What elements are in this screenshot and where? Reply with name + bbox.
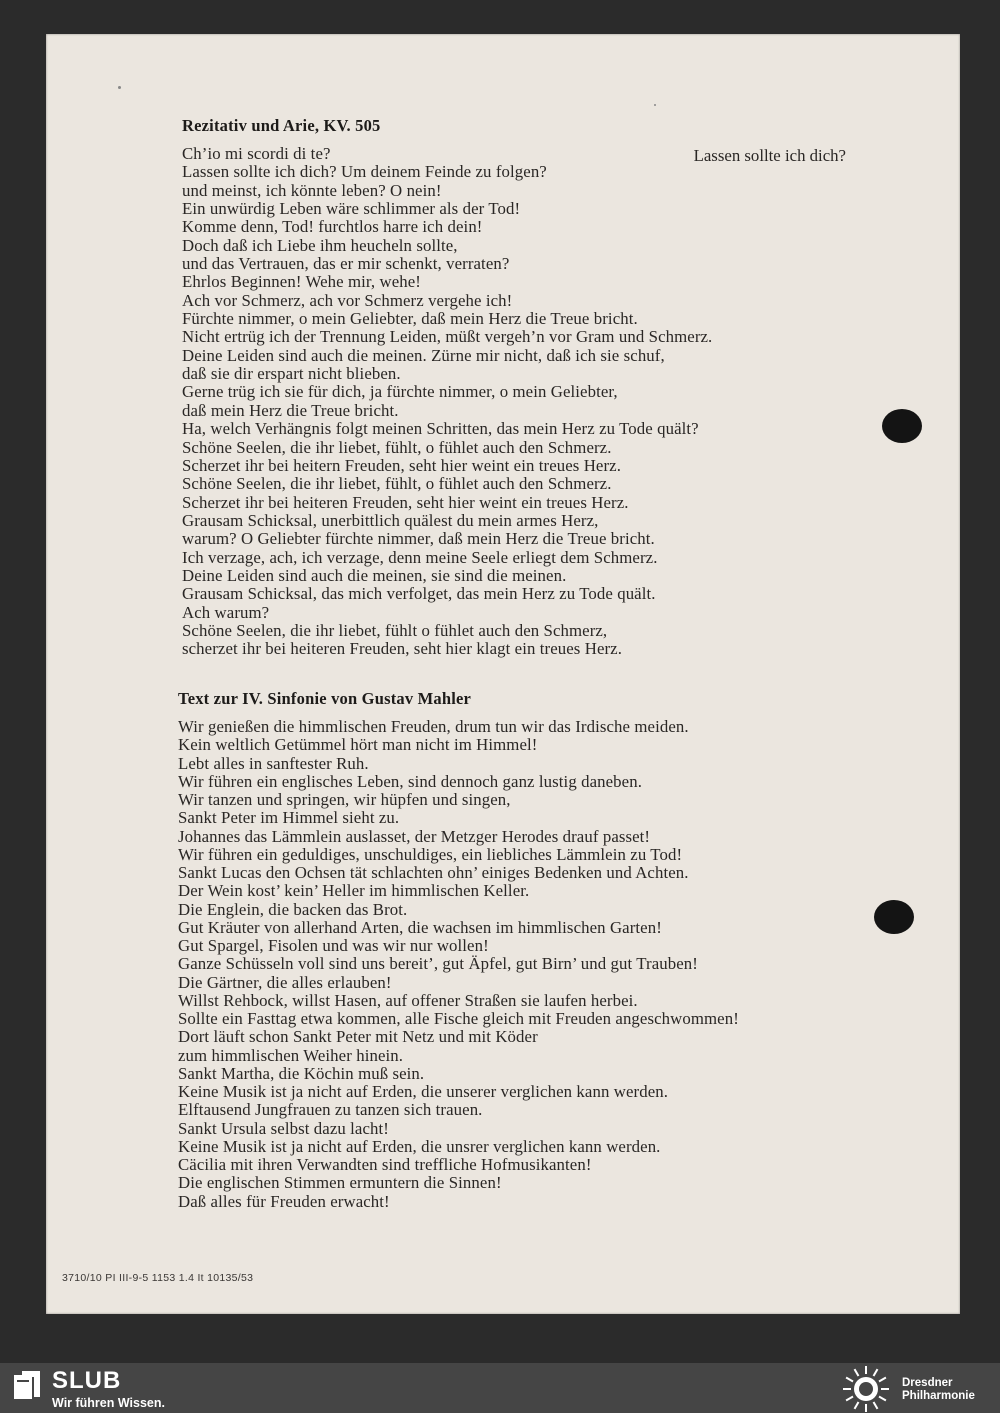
text-line: Wir genießen die himmlischen Freuden, drum tun wir das Irdische meiden. <box>178 717 689 736</box>
text-line: Gerne trüg ich sie für dich, ja fürchte nimmer, o mein Geliebter, <box>182 382 618 402</box>
text-line: Scherzet ihr bei heitern Freuden, seht hier weint ein treues Herz. <box>182 455 622 475</box>
mahler-heading: Text zur IV. Sinfonie von Gustav Mahler <box>178 689 472 708</box>
text-line: Gut Kräuter von allerhand Arten, die wachsen im himmlischen Garten! <box>178 917 662 937</box>
text-line: Elftausend Jungfrauen zu tanzen sich trauen. <box>178 1100 483 1120</box>
paper-speck <box>118 86 121 89</box>
text-line: Lebt alles in sanftester Ruh. <box>178 753 369 773</box>
philharmonie-name-line2: Philharmonie <box>902 1390 975 1402</box>
text-line: scherzet ihr bei heiteren Freuden, seht hier klagt ein treues Herz. <box>182 639 623 659</box>
text-line: Der Wein kost’ kein’ Heller im himmlischen Keller. <box>178 881 530 901</box>
punch-hole <box>874 900 914 934</box>
recitative-section <box>182 116 882 659</box>
philharmonie-name-line1: Dresdner <box>902 1377 953 1389</box>
punch-hole <box>882 409 922 443</box>
text-line: Komme denn, Tod! furchtlos harre ich dein! <box>182 217 483 237</box>
text-line: Sankt Ursula selbst dazu lacht! <box>178 1118 389 1138</box>
text-line: Lassen sollte ich dich? Um deinem Feinde zu folgen? <box>182 162 547 182</box>
recitative-aside-line: Lassen sollte ich dich? <box>693 146 846 165</box>
text-line: Fürchte nimmer, o mein Geliebter, daß mein Herz die Treue bricht. <box>182 309 638 329</box>
text-line: Ich verzage, ach, ich verzage, denn meine Seele erliegt dem Schmerz. <box>182 547 658 567</box>
philharmonie-name[interactable] <box>902 1377 975 1403</box>
text-line: Deine Leiden sind auch die meinen, sie sind die meinen. <box>182 565 567 585</box>
text-line: zum himmlischen Weiher hinein. <box>178 1045 404 1065</box>
text-line: Ha, welch Verhängnis folgt meinen Schritten, das mein Herz zu Tode quält? <box>182 419 699 439</box>
text-line: Deine Leiden sind auch die meinen. Zürne mir nicht, daß ich sie schuf, <box>182 345 665 365</box>
paper-speck <box>654 104 656 106</box>
text-line: daß mein Herz die Treue bricht. <box>182 400 399 420</box>
slub-logo-icon[interactable] <box>14 1371 40 1401</box>
slub-name[interactable]: SLUB <box>52 1367 122 1394</box>
text-line: Sankt Peter im Himmel sieht zu. <box>178 808 400 828</box>
mahler-lines <box>178 718 898 1211</box>
text-line: Die Englein, die backen das Brot. <box>178 899 408 919</box>
text-line: Willst Rehbock, willst Hasen, auf offener Straßen sie laufen herbei. <box>178 990 638 1010</box>
text-line: Sollte ein Fasttag etwa kommen, alle Fische gleich mit Freuden angeschwommen! <box>178 1009 739 1028</box>
document-page <box>46 34 960 1314</box>
text-line: Schöne Seelen, die ihr liebet, fühlt, o fühlet auch den Schmerz. <box>182 474 612 494</box>
text-line: Ach vor Schmerz, ach vor Schmerz vergehe ich! <box>182 290 513 310</box>
text-line: Die englischen Stimmen ermuntern die Sinnen! <box>178 1173 502 1193</box>
text-line: Keine Musik ist ja nicht auf Erden, die unsrer verglichen kann werden. <box>178 1136 661 1156</box>
text-line: Sankt Martha, die Köchin muß sein. <box>178 1063 425 1083</box>
text-line: Scherzet ihr bei heiteren Freuden, seht hier weint ein treues Herz. <box>182 492 629 512</box>
text-line: Ehrlos Beginnen! Wehe mir, wehe! <box>182 272 421 292</box>
mahler-section <box>178 689 898 1211</box>
text-line: Wir führen ein geduldiges, unschuldiges, ein liebliches Lämmlein zu Tod! <box>178 844 683 864</box>
text-line: Daß alles für Freuden erwacht! <box>178 1191 390 1211</box>
text-line: Cäcilia mit ihren Verwandten sind treffliche Hofmusikanten! <box>178 1155 592 1174</box>
text-line: Keine Musik ist ja nicht auf Erden, die unserer verglichen kann werden. <box>178 1082 669 1101</box>
text-line: Kein weltlich Getümmel hört man nicht im Himmel! <box>178 735 538 755</box>
recitative-lines <box>182 145 882 659</box>
text-line: und meinst, ich könnte leben? O nein! <box>182 180 442 200</box>
text-line: Johannes das Lämmlein auslasset, der Metzger Herodes drauf passet! <box>178 826 651 846</box>
text-line: Dort läuft schon Sankt Peter mit Netz und mit Köder <box>178 1027 538 1047</box>
recitative-heading: Rezitativ und Arie, KV. 505 <box>182 116 381 135</box>
text-line: daß sie dir erspart nicht blieben. <box>182 364 401 384</box>
text-line: Schöne Seelen, die ihr liebet, fühlt o fühlet auch den Schmerz, <box>182 620 608 640</box>
text-line: Ch’io mi scordi di te? <box>182 144 331 163</box>
philharmonie-logo-icon[interactable] <box>842 1365 890 1413</box>
bottom-bar <box>0 1363 1000 1413</box>
text-line: Schöne Seelen, die ihr liebet, fühlt, o fühlet auch den Schmerz. <box>182 437 612 457</box>
text-line: und das Vertrauen, das er mir schenkt, verraten? <box>182 254 510 274</box>
text-line: Ganze Schüsseln voll sind uns bereit’, gut Äpfel, gut Birn’ und gut Trauben! <box>178 954 698 974</box>
text-line: Wir führen ein englisches Leben, sind dennoch ganz lustig daneben. <box>178 771 643 791</box>
text-line: Nicht ertrüg ich der Trennung Leiden, müßt vergeh’n vor Gram und Schmerz. <box>182 327 713 347</box>
text-line: warum? O Geliebter fürchte nimmer, daß mein Herz die Treue bricht. <box>182 529 655 549</box>
slub-tagline: Wir führen Wissen. <box>52 1396 165 1410</box>
text-line: Die Gärtner, die alles erlauben! <box>178 972 392 992</box>
text-line: Doch daß ich Liebe ihm heucheln sollte, <box>182 235 458 255</box>
text-line: Grausam Schicksal, unerbittlich quälest du mein armes Herz, <box>182 510 599 530</box>
text-line: Grausam Schicksal, das mich verfolget, das mein Herz zu Tode quält. <box>182 584 656 604</box>
text-line: Wir tanzen und springen, wir hüpfen und singen, <box>178 790 511 809</box>
text-line: Ach warum? <box>182 602 270 622</box>
text-line: Sankt Lucas den Ochsen tät schlachten ohn’ einiges Bedenken und Achten. <box>178 863 689 882</box>
text-line: Gut Spargel, Fisolen und was wir nur wollen! <box>178 936 489 955</box>
print-code: 3710/10 PI III-9-5 1153 1.4 It 10135/53 <box>62 1272 254 1284</box>
text-line: Ein unwürdig Leben wäre schlimmer als der Tod! <box>182 199 521 219</box>
